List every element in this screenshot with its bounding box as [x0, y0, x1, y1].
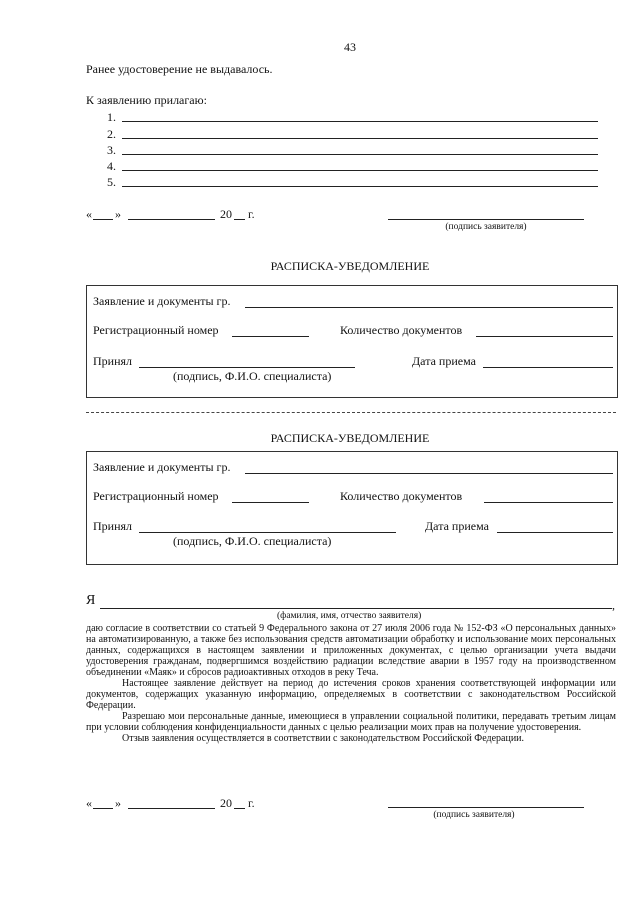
doc-count-field[interactable]: [484, 502, 613, 503]
attachment-field-4[interactable]: [122, 170, 598, 171]
attachment-field-3[interactable]: [122, 154, 598, 155]
date-close-quote: »: [115, 796, 121, 810]
applicant-signature-field[interactable]: [388, 807, 584, 808]
acceptance-date-field[interactable]: [483, 367, 613, 368]
year-field[interactable]: [234, 219, 245, 220]
attachment-number: 5.: [107, 175, 116, 189]
consent-paragraph: даю согласие в соответствии со статьей 9 Федерального закона от 27 июля 2006 года № 152-ФЗ «О персональных данных» на автоматизированную, а также без использования средств автоматизации обработку и использование моих персональных данных, содержащихся в настоящем заявлении и приложенных документах, с целью организации учета выдачи удостоверения гражданам, подвергшимся воздействию радиации вследствие аварии в 1957 году на производственном объединении «Маяк» и сбросов радиоактивных отходов в реку Теча.: [86, 623, 616, 678]
specialist-caption: (подпись, Ф.И.О. специалиста): [173, 369, 332, 383]
applicant-signature-field[interactable]: [388, 219, 584, 220]
doc-count-label: Количество документов: [340, 323, 463, 337]
year-suffix: г.: [248, 796, 255, 810]
accepted-label: Принял: [93, 519, 133, 533]
certificate-note: Ранее удостоверение не выдавалось.: [86, 62, 273, 76]
reg-number-field[interactable]: [232, 502, 309, 503]
day-field[interactable]: [93, 808, 113, 809]
applicant-fullname-field[interactable]: [100, 608, 612, 609]
attachment-number: 2.: [107, 127, 116, 141]
application-label: Заявление и документы гр.: [93, 460, 231, 474]
month-field[interactable]: [128, 219, 215, 220]
specialist-field[interactable]: [139, 367, 355, 368]
attachments-heading: К заявлению прилагаю:: [86, 93, 207, 107]
reg-number-label: Регистрационный номер: [93, 323, 219, 337]
receipt-title: РАСПИСКА-УВЕДОМЛЕНИЕ: [270, 431, 430, 445]
applicant-name-field[interactable]: [245, 307, 613, 308]
consent-paragraph: Настоящее заявление действует на период до истечения сроков хранения соответствующей информации или документов, содержащих указанную информацию, определяемых в соответствии с законодательством Российской Федерации.: [86, 678, 616, 711]
reg-number-field[interactable]: [232, 336, 309, 337]
page-number: 43: [344, 40, 356, 54]
accepted-label: Принял: [93, 354, 133, 368]
receipt-box: [86, 451, 618, 565]
attachment-field-1[interactable]: [122, 121, 598, 122]
attachment-field-2[interactable]: [122, 138, 598, 139]
doc-count-field[interactable]: [476, 336, 613, 337]
attachment-number: 3.: [107, 143, 116, 157]
year-prefix: 20: [220, 796, 232, 810]
signature-caption: (подпись заявителя): [433, 810, 515, 820]
year-suffix: г.: [248, 207, 255, 221]
receipt-box: [86, 285, 618, 398]
consent-i-label: Я: [86, 593, 96, 608]
name-caption: (фамилия, имя, отчество заявителя): [277, 611, 422, 621]
application-label: Заявление и документы гр.: [93, 294, 231, 308]
month-field[interactable]: [128, 808, 215, 809]
attachment-number: 1.: [107, 110, 116, 124]
date-label: Дата приема: [412, 354, 476, 368]
date-open-quote: «: [86, 207, 92, 221]
signature-caption: (подпись заявителя): [445, 222, 527, 232]
reg-number-label: Регистрационный номер: [93, 489, 219, 503]
consent-paragraph: Разрешаю мои персональные данные, имеющиеся в управлении социальной политики, передавать третьим лицам при условии соблюдения конфиденциальности данных с целью реализации моих прав на получение удостоверения.: [86, 711, 616, 733]
day-field[interactable]: [93, 219, 113, 220]
date-label: Дата приема: [425, 519, 489, 533]
specialist-caption: (подпись, Ф.И.О. специалиста): [173, 534, 332, 548]
date-close-quote: »: [115, 207, 121, 221]
receipt-title: РАСПИСКА-УВЕДОМЛЕНИЕ: [270, 259, 430, 273]
specialist-field[interactable]: [139, 532, 396, 533]
attachment-field-5[interactable]: [122, 186, 598, 187]
consent-text: [86, 623, 616, 744]
date-open-quote: «: [86, 796, 92, 810]
acceptance-date-field[interactable]: [497, 532, 613, 533]
applicant-name-field[interactable]: [245, 473, 613, 474]
year-field[interactable]: [234, 808, 245, 809]
attachment-number: 4.: [107, 159, 116, 173]
cut-line: [86, 412, 616, 413]
consent-paragraph: Отзыв заявления осуществляется в соответствии с законодательством Российской Федерации.: [122, 733, 525, 744]
doc-count-label: Количество документов: [340, 489, 463, 503]
year-prefix: 20: [220, 207, 232, 221]
consent-comma: ,: [612, 598, 615, 612]
